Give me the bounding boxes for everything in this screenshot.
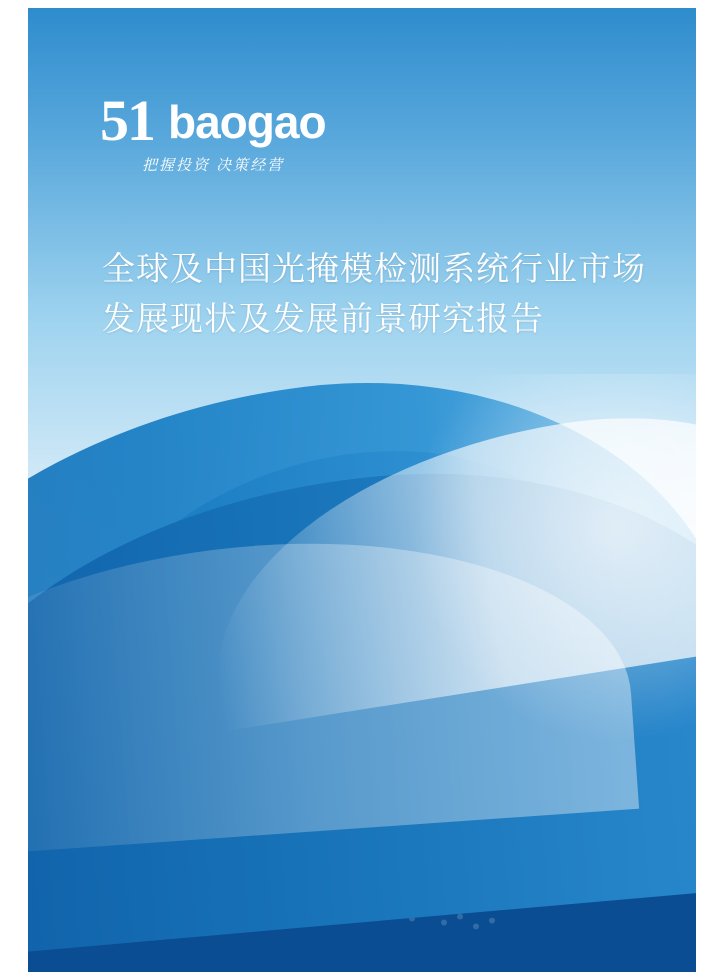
brand-logo [100,88,430,178]
report-title-line-2: 发展现状及发展前景研究报告 [102,300,544,337]
logo-wordmark: baogao [168,96,326,148]
report-title-line-1: 全球及中国光掩模检测系统行业市场 [102,250,646,287]
right-glow-highlight [395,374,696,760]
cover-artwork-panel [28,8,696,972]
logo-tagline: 把握投资 决策经营 [142,157,285,174]
report-title [102,244,682,344]
logo-mark-51: 51 [100,88,154,153]
